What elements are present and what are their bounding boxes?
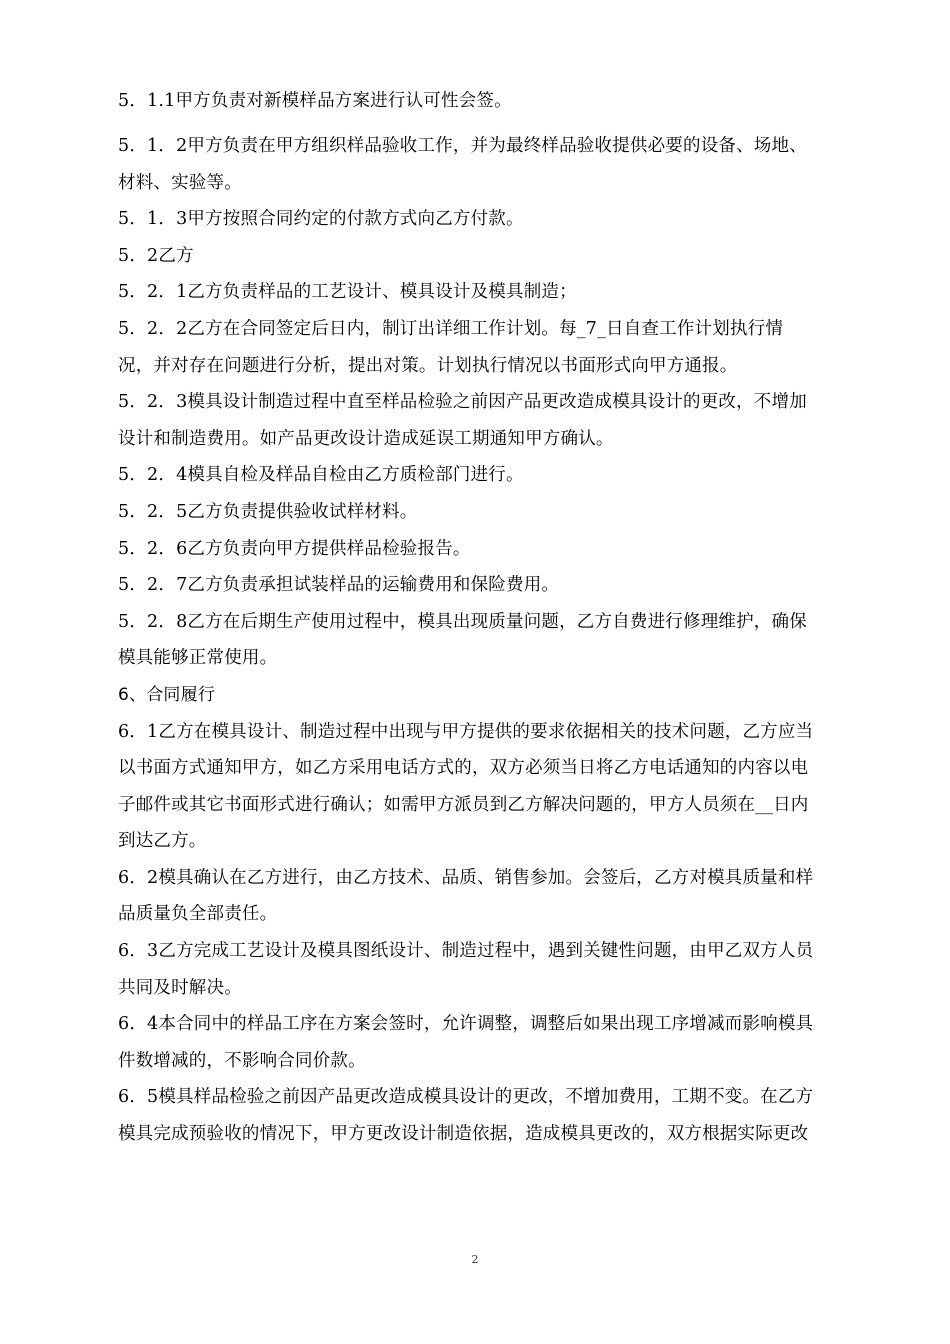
text-line-clause-6-5: 6．5模具样品检验之前因产品更改造成模具设计的更改，不增加费用，工期不变。在乙方: [118, 1087, 814, 1108]
text-line-clause-6-1-cont-2: 子邮件或其它书面形式进行确认；如需甲方派员到乙方解决问题的，甲方人员须在__日内: [118, 794, 809, 815]
text-line-clause-5-2-4: 5．2．4模具自检及样品自检由乙方质检部门进行。: [118, 465, 524, 486]
text-line-clause-5-2-7: 5．2．7乙方负责承担试装样品的运输费用和保险费用。: [118, 575, 560, 596]
text-line-clause-5-1-2-cont: 材料、实验等。: [118, 172, 242, 193]
text-line-clause-5-2-2-cont: 况，并对存在问题进行分析，提出对策。计划执行情况以书面形式向甲方通报。: [118, 355, 738, 376]
text-line-clause-6-1-cont-1: 以书面方式通知甲方，如乙方采用电话方式的，双方必须当日将乙方电话通知的内容以电: [118, 758, 809, 779]
text-line-clause-6-2: 6．2模具确认在乙方进行，由乙方技术、品质、销售参加。会签后，乙方对模具质量和样: [118, 867, 814, 888]
text-line-clause-6-1: 6．1乙方在模具设计、制造过程中出现与甲方提供的要求依据相关的技术问题，乙方应当: [118, 721, 814, 742]
text-line-clause-6-5-cont: 模具完成预验收的情况下，甲方更改设计制造依据，造成模具更改的，双方根据实际更改: [118, 1124, 809, 1145]
section-heading-6: 6、合同履行: [118, 684, 216, 705]
text-line-clause-5-1-3: 5．1．3甲方按照合同约定的付款方式向乙方付款。: [118, 209, 524, 230]
text-line-clause-5-2-2: 5．2．2乙方在合同签定后日内，制订出详细工作计划。每_7_日自查工作计划执行情: [118, 318, 784, 339]
text-line-clause-6-2-cont: 品质量负全部责任。: [118, 904, 278, 925]
text-line-clause-5-1-2: 5．1．2甲方负责在甲方组织样品验收工作，并为最终样品验收提供必要的设备、场地、: [118, 136, 807, 156]
text-line-clause-6-3-cont: 共同及时解决。: [118, 977, 242, 998]
page-number: 2: [471, 1253, 479, 1266]
text-line-clause-5-2-5: 5．2．5乙方负责提供验收试样材料。: [118, 501, 418, 522]
text-line-clause-6-4: 6．4本合同中的样品工序在方案会签时，允许调整，调整后如果出现工序增减而影响模具: [118, 1014, 814, 1035]
text-line-clause-5-2-3-cont: 设计和制造费用。如产品更改设计造成延误工期通知甲方确认。: [118, 428, 614, 449]
text-line-clause-5-1-1: 5．1.1甲方负责对新模样品方案进行认可性会签。: [118, 91, 512, 111]
document-body: [118, 86, 878, 1153]
text-line-clause-5-2-8-cont: 模具能够正常使用。: [118, 648, 278, 669]
text-line-clause-5-2: 5．2乙方: [118, 245, 194, 266]
text-line-clause-6-1-cont-3: 到达乙方。: [118, 831, 207, 852]
text-line-clause-5-2-6: 5．2．6乙方负责向甲方提供样品检验报告。: [118, 538, 471, 559]
text-line-clause-5-2-3: 5．2．3模具设计制造过程中直至样品检验之前因产品更改造成模具设计的更改，不增加: [118, 392, 807, 413]
text-line-clause-5-2-1: 5．2．1乙方负责样品的工艺设计、模具设计及模具制造；: [118, 282, 577, 303]
text-line-clause-5-2-8: 5．2．8乙方在后期生产使用过程中，模具出现质量问题，乙方自费进行修理维护，确保: [118, 611, 807, 632]
text-line-clause-6-4-cont: 件数增减的，不影响合同价款。: [118, 1050, 366, 1071]
text-line-clause-6-3: 6．3乙方完成工艺设计及模具图纸设计、制造过程中，遇到关键性问题，由甲乙双方人员: [118, 941, 814, 962]
